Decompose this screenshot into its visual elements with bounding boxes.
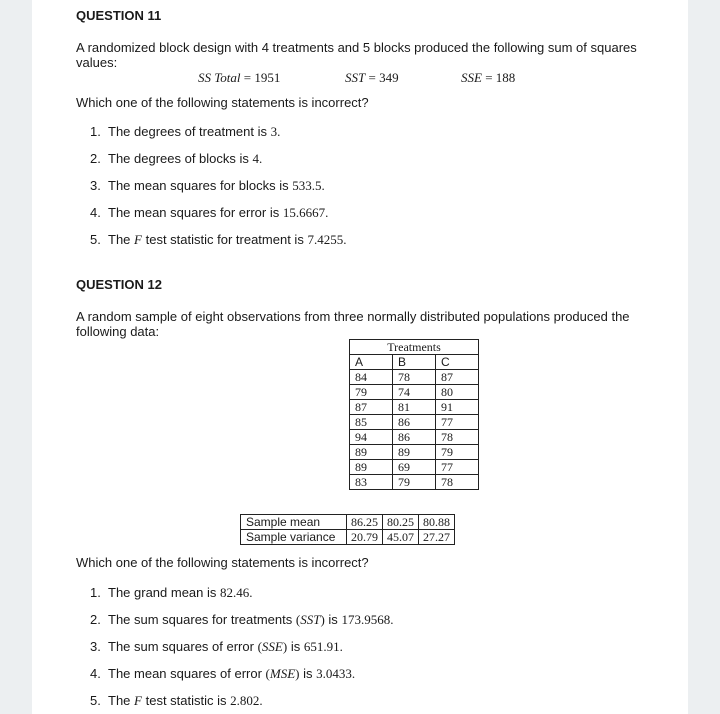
q12-option-4[interactable]: 4. The mean squares of error (MSE) is 3.0433. <box>90 666 356 681</box>
sample-variance-label: Sample variance <box>241 530 347 545</box>
q12-option-2[interactable]: 2. The sum squares for treatments (SST) is 173.9568. <box>90 612 394 627</box>
table-row: 94 86 78 <box>350 430 479 445</box>
sample-mean-row: Sample mean 86.25 80.25 80.88 <box>241 515 455 530</box>
question-12-title: QUESTION 12 <box>76 277 162 292</box>
col-header-c: C <box>436 355 479 370</box>
question-12-intro: A random sample of eight observations from three normally distributed populations produced the following data: <box>76 309 630 339</box>
question-11-intro: A randomized block design with 4 treatments and 5 blocks produced the following sum of squares values: <box>76 40 637 70</box>
col-header-a: A <box>350 355 393 370</box>
q11-option-2[interactable]: 2. The degrees of blocks is 4. <box>90 151 263 166</box>
sample-variance-row: Sample variance 20.79 45.07 27.27 <box>241 530 455 545</box>
sst-label: SST <box>345 70 366 85</box>
table-row: 87 81 91 <box>350 400 479 415</box>
treatments-caption: Treatments <box>350 340 479 355</box>
sample-stats-table <box>240 514 455 545</box>
sse-value: 188 <box>495 70 516 85</box>
sst-value: 349 <box>379 70 399 85</box>
q11-option-4[interactable]: 4. The mean squares for error is 15.6667. <box>90 205 329 220</box>
col-header-b: B <box>393 355 436 370</box>
document-page <box>32 0 688 714</box>
table-row: 89 69 77 <box>350 460 479 475</box>
table-row: 85 86 77 <box>350 415 479 430</box>
q12-option-1[interactable]: 1. The grand mean is 82.46. <box>90 585 253 600</box>
treatments-table <box>349 339 479 490</box>
question-12-prompt: Which one of the following statements is incorrect? <box>76 555 369 570</box>
q11-option-3[interactable]: 3. The mean squares for blocks is 533.5. <box>90 178 325 193</box>
ss-total-value: 1951 <box>254 70 281 85</box>
table-row: 79 74 80 <box>350 385 479 400</box>
sse-label: SSE <box>461 70 482 85</box>
question-11-title: QUESTION 11 <box>76 8 162 23</box>
ss-total-expression: SS Total = 1951 <box>198 70 281 85</box>
sample-mean-label: Sample mean <box>241 515 347 530</box>
sse-expression: SSE = 188 <box>461 70 516 85</box>
table-row: 83 79 78 <box>350 475 479 490</box>
q12-option-5[interactable]: 5. The F test statistic is 2.802. <box>90 693 263 708</box>
table-row: 84 78 87 <box>350 370 479 385</box>
question-11-prompt: Which one of the following statements is incorrect? <box>76 95 369 110</box>
ss-total-label: SS Total <box>198 70 241 85</box>
table-row: 89 89 79 <box>350 445 479 460</box>
q12-option-3[interactable]: 3. The sum squares of error (SSE) is 651.91. <box>90 639 343 654</box>
q11-option-1[interactable]: 1. The degrees of treatment is 3. <box>90 124 281 139</box>
sst-expression: SST = 349 <box>345 70 399 85</box>
q11-option-5[interactable]: 5. The F test statistic for treatment is 7.4255. <box>90 232 347 247</box>
